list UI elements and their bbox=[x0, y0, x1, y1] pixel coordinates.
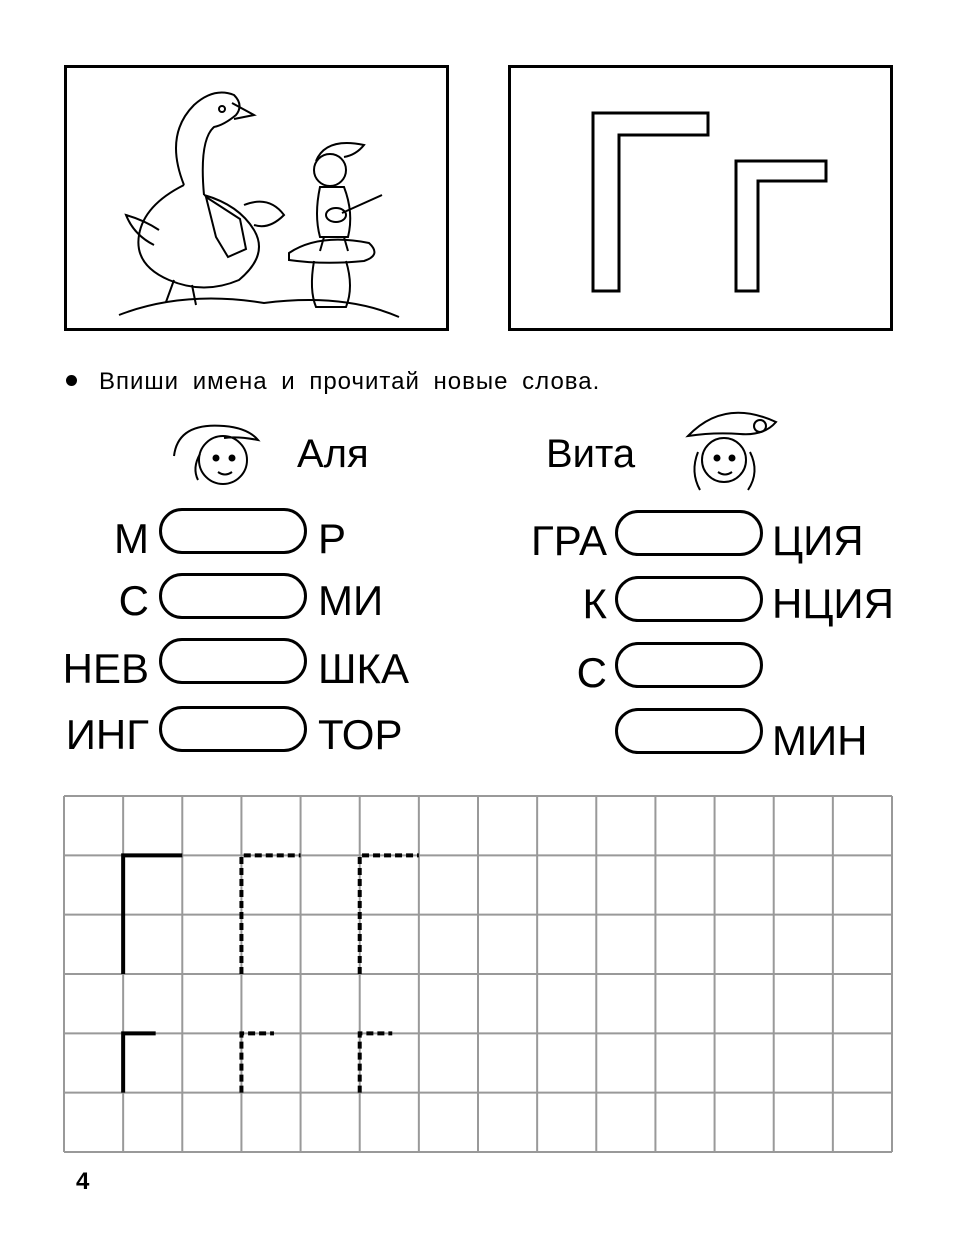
name-vita: Вита bbox=[546, 432, 636, 476]
instruction-text: Впиши имена и прочитай новые слова. bbox=[99, 368, 601, 395]
syllable-before: М bbox=[114, 515, 149, 562]
syllable-before: К bbox=[582, 580, 607, 627]
name-blank[interactable] bbox=[615, 642, 763, 688]
syllable-after: МИН bbox=[772, 717, 868, 764]
trace-lowercase-g bbox=[241, 1033, 274, 1092]
name-blank[interactable] bbox=[159, 508, 307, 554]
name-blank[interactable] bbox=[615, 510, 763, 556]
sample-lowercase-g bbox=[123, 1033, 156, 1092]
name-alya: Аля bbox=[297, 432, 369, 476]
syllable-after: ЦИЯ bbox=[772, 517, 864, 564]
writing-grid[interactable] bbox=[64, 796, 892, 1152]
syllable-after: НЦИЯ bbox=[772, 580, 894, 627]
syllable-before: НЕВ bbox=[62, 645, 149, 692]
page-number: 4 bbox=[76, 1168, 90, 1195]
syllable-before: ГРА bbox=[531, 517, 607, 564]
syllable-after: МИ bbox=[318, 577, 384, 624]
syllable-after: ТОР bbox=[318, 711, 403, 758]
goose-illustration bbox=[126, 93, 284, 305]
goose-and-gnome-illustration bbox=[64, 65, 449, 331]
syllable-after: Р bbox=[318, 515, 347, 562]
name-blank[interactable] bbox=[159, 573, 307, 619]
syllable-before: ИНГ bbox=[65, 711, 149, 758]
girl-in-beret-icon bbox=[168, 416, 268, 488]
syllable-before: С bbox=[118, 577, 149, 624]
name-blank[interactable] bbox=[615, 708, 763, 754]
illustration-frame bbox=[64, 65, 449, 331]
task-instruction bbox=[66, 368, 600, 396]
name-blank[interactable] bbox=[615, 576, 763, 622]
name-blank[interactable] bbox=[159, 706, 307, 752]
syllable-after: ШКА bbox=[318, 645, 409, 692]
gnome-on-mushroom-illustration bbox=[289, 143, 382, 307]
outlined-letter-g bbox=[508, 65, 893, 331]
letter-frame bbox=[508, 65, 893, 331]
trace-lowercase-g bbox=[360, 1033, 393, 1092]
syllable-before: С bbox=[576, 649, 607, 696]
name-blank[interactable] bbox=[159, 638, 307, 684]
girl-in-hat-icon bbox=[684, 402, 784, 494]
bullet-icon bbox=[66, 375, 77, 386]
